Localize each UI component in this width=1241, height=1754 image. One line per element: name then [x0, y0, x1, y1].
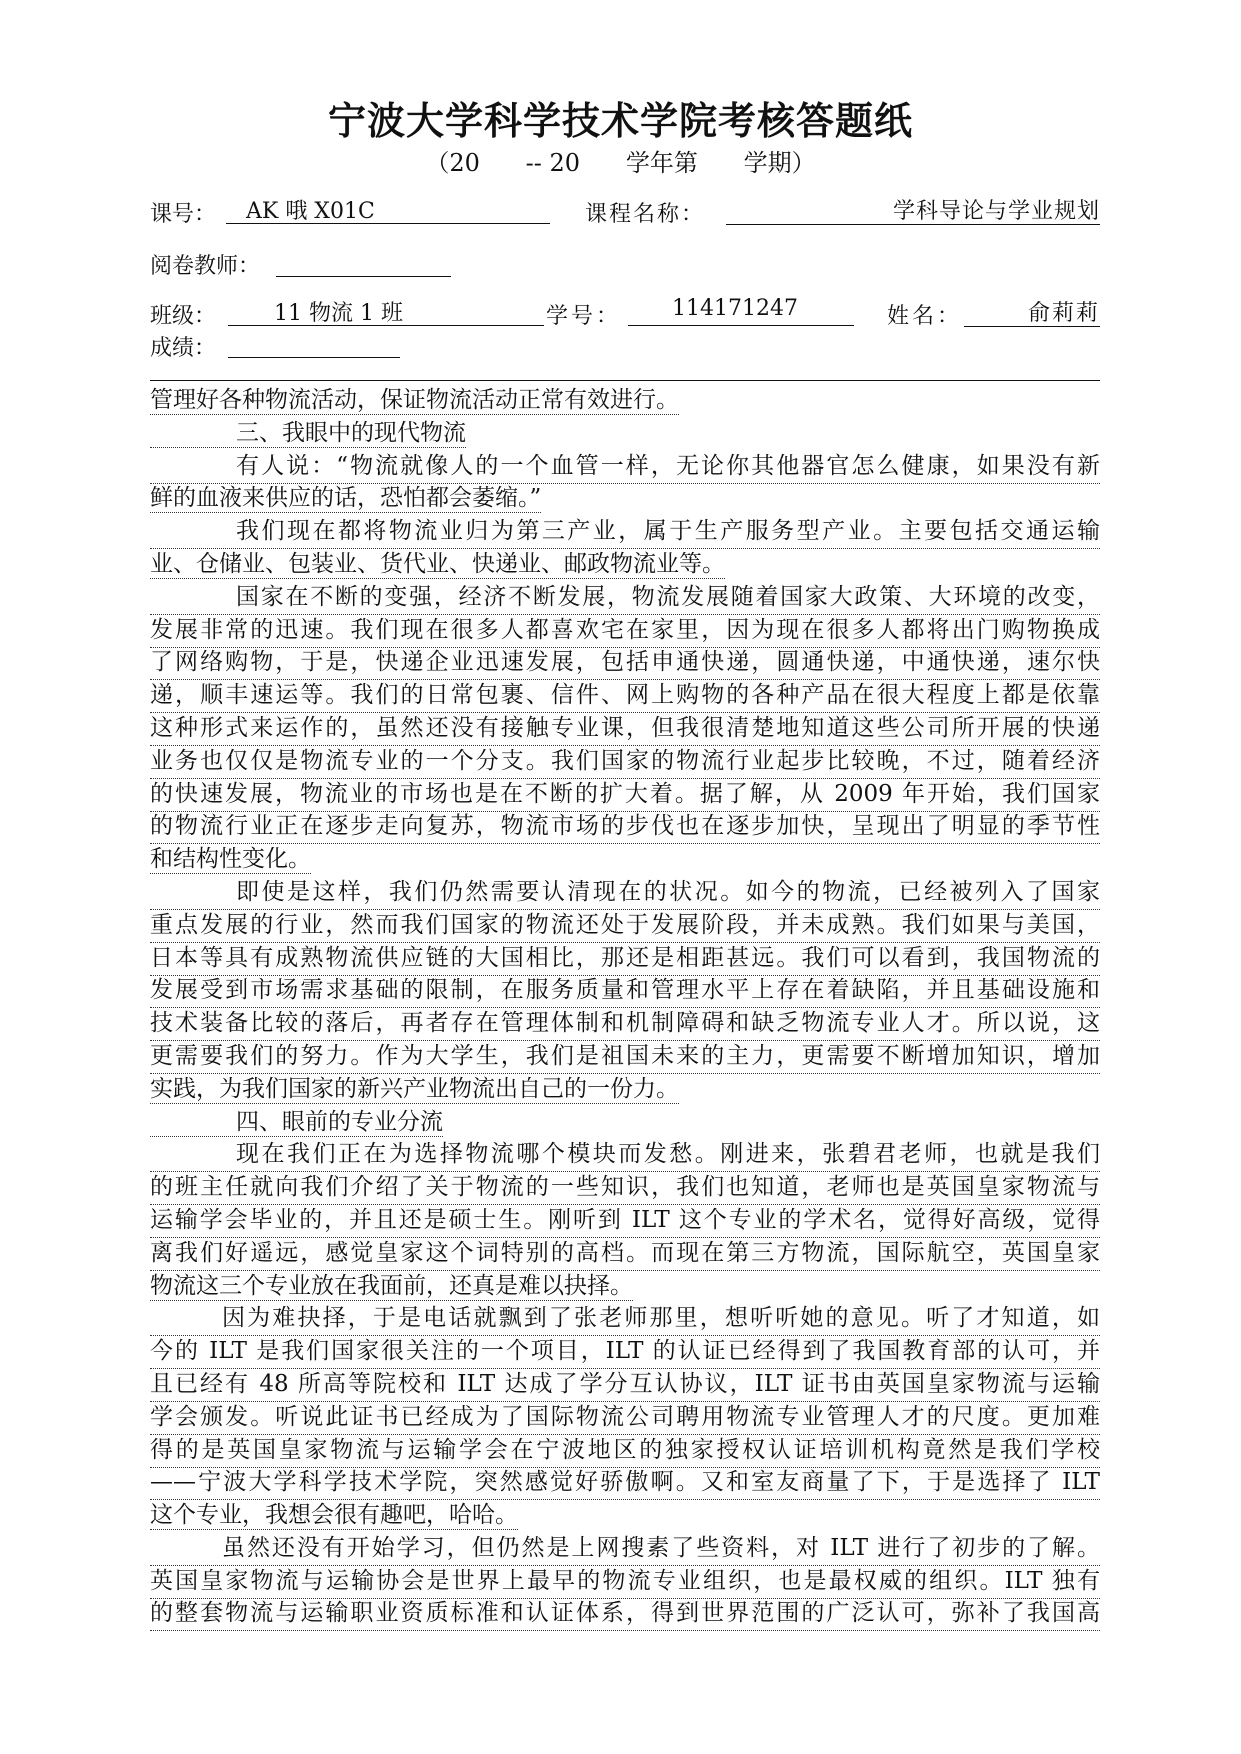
name-field: 俞莉莉	[964, 296, 1100, 327]
body-line: 英国皇家物流与运输协会是世界上最早的物流专业组织，也是最权威的组织。ILT 独有	[150, 1565, 1100, 1598]
score-field	[228, 327, 400, 358]
body-line: 的班主任就向我们介绍了关于物流的一些知识，我们也知道，老师也是英国皇家物流与	[150, 1171, 1100, 1204]
body-line: 的整套物流与运输职业资质标准和认证体系，得到世界范围的广泛认可，弥补了我国高	[150, 1597, 1100, 1630]
body-line: 业务也仅仅是物流专业的一个分支。我们国家的物流行业起步比较晚，不过，随着经济	[150, 745, 1100, 778]
course-name-field: 学科导论与学业规划	[726, 194, 1100, 225]
grader-label: 阅卷教师：	[150, 254, 261, 279]
body-line: 且已经有 48 所高等院校和 ILT 达成了学分互认协议，ILT 证书由英国皇家物流与运输	[150, 1368, 1100, 1401]
exam-title: 宁波大学科学技术学院考核答题纸	[327, 98, 913, 143]
body-line: 这个专业，我想会很有趣吧，哈哈。	[150, 1502, 518, 1529]
body-line: 日本等具有成熟物流供应链的大国相比，那还是相距甚远。我们可以看到，我国物流的	[150, 942, 1100, 975]
student-no-field: 114171247	[628, 296, 854, 326]
body-line: ——宁波大学科学技术学院，突然感觉好骄傲啊。又和室友商量了下，于是选择了 ILT	[150, 1466, 1100, 1499]
body-line: 国家在不断的变强，经济不断发展，物流发展随着国家大政策、大环境的改变，	[150, 581, 1100, 614]
exam-subtitle: （20 -- 20 学年第 学期）	[425, 149, 816, 177]
body-line: 更需要我们的努力。作为大学生，我们是祖国未来的主力，更需要不断增加知识，增加	[150, 1040, 1100, 1073]
body-line: 物流这三个专业放在我面前，还真是难以抉择。	[150, 1272, 633, 1299]
answer-body	[150, 384, 1100, 1630]
body-line: 发展非常的迅速。我们现在很多人都喜欢宅在家里，因为现在很多人都将出门购物换成	[150, 614, 1100, 647]
header-divider	[150, 380, 1100, 381]
body-line: 发展受到市场需求基础的限制，在服务质量和管理水平上存在着缺陷，并且基础设施和	[150, 974, 1100, 1007]
body-line: 四、眼前的专业分流	[150, 1106, 1100, 1139]
body-line: 和结构性变化。	[150, 846, 311, 873]
body-line: 离我们好遥远，感觉皇家这个词特别的高档。而现在第三方物流，国际航空，英国皇家	[150, 1237, 1100, 1270]
body-line: 得的是英国皇家物流与运输学会在宁波地区的独家授权认证培训机构竟然是我们学校	[150, 1434, 1100, 1467]
course-no-label: 课号：	[150, 202, 217, 227]
body-line: 重点发展的行业，然而我们国家的物流还处于发展阶段，并未成熟。我们如果与美国，	[150, 909, 1100, 942]
body-line: 管理好各种物流活动，保证物流活动正常有效进行。	[150, 387, 679, 413]
score-label: 成绩：	[150, 336, 217, 361]
body-line: 有人说：“物流就像人的一个血管一样，无论你其他器官怎么健康，如果没有新	[150, 450, 1100, 483]
body-line: 了网络购物，于是，快递企业迅速发展，包括申通快递，圆通快递，中通快递，速尔快	[150, 646, 1100, 679]
body-line: 因为难抉择，于是电话就飘到了张老师那里，想听听她的意见。听了才知道，如	[150, 1302, 1100, 1335]
name-label: 姓名：	[887, 304, 963, 329]
body-line: 鲜的血液来供应的话，恐怕都会萎缩。”	[150, 485, 542, 512]
body-line: 业、仓储业、包装业、货代业、快递业、邮政物流业等。	[150, 550, 725, 577]
body-line: 三、我眼中的现代物流	[150, 417, 1100, 450]
body-line: 即使是这样，我们仍然需要认清现在的状况。如今的物流，已经被列入了国家	[150, 876, 1100, 909]
body-line: 的快速发展，物流业的市场也是在不断的扩大着。据了解，从 2009 年开始，我们国家	[150, 778, 1100, 811]
course-no-field: AK 哦 X01C	[226, 194, 550, 224]
body-line: 虽然还没有开始学习，但仍然是上网搜素了些资料，对 ILT 进行了初步的了解。	[150, 1532, 1100, 1565]
class-label: 班级：	[150, 304, 217, 329]
body-line: 这种形式来运作的，虽然还没有接触专业课，但我很清楚地知道这些公司所开展的快递	[150, 712, 1100, 745]
body-line: 技术装备比较的落后，再者存在管理体制和机制障碍和缺乏物流专业人才。所以说，这	[150, 1007, 1100, 1040]
body-line: 学会颁发。听说此证书已经成为了国际物流公司聘用物流专业管理人才的尺度。更加难	[150, 1401, 1100, 1434]
body-line: 的物流行业正在逐步走向复苏，物流市场的步伐也在逐步加快，呈现出了明显的季节性	[150, 810, 1100, 843]
class-field: 11 物流 1 班	[228, 296, 544, 326]
body-line: 实践，为我们国家的新兴产业物流出自己的一份力。	[150, 1075, 679, 1102]
body-line: 今的 ILT 是我们国家很关注的一个项目，ILT 的认证已经得到了我国教育部的认可，并	[150, 1335, 1100, 1368]
student-no-label: 学号：	[546, 304, 622, 329]
body-line: 现在我们正在为选择物流哪个模块而发愁。刚进来，张碧君老师，也就是我们	[150, 1138, 1100, 1171]
course-name-label: 课程名称：	[585, 202, 706, 227]
body-line: 递，顺丰速运等。我们的日常包裹、信件、网上购物的各种产品在很大程度上都是依靠	[150, 679, 1100, 712]
body-line: 我们现在都将物流业归为第三产业，属于生产服务型产业。主要包括交通运输	[150, 515, 1100, 548]
grader-field	[276, 246, 451, 277]
body-line: 运输学会毕业的，并且还是硕士生。刚听到 ILT 这个专业的学术名，觉得好高级，觉得	[150, 1204, 1100, 1237]
